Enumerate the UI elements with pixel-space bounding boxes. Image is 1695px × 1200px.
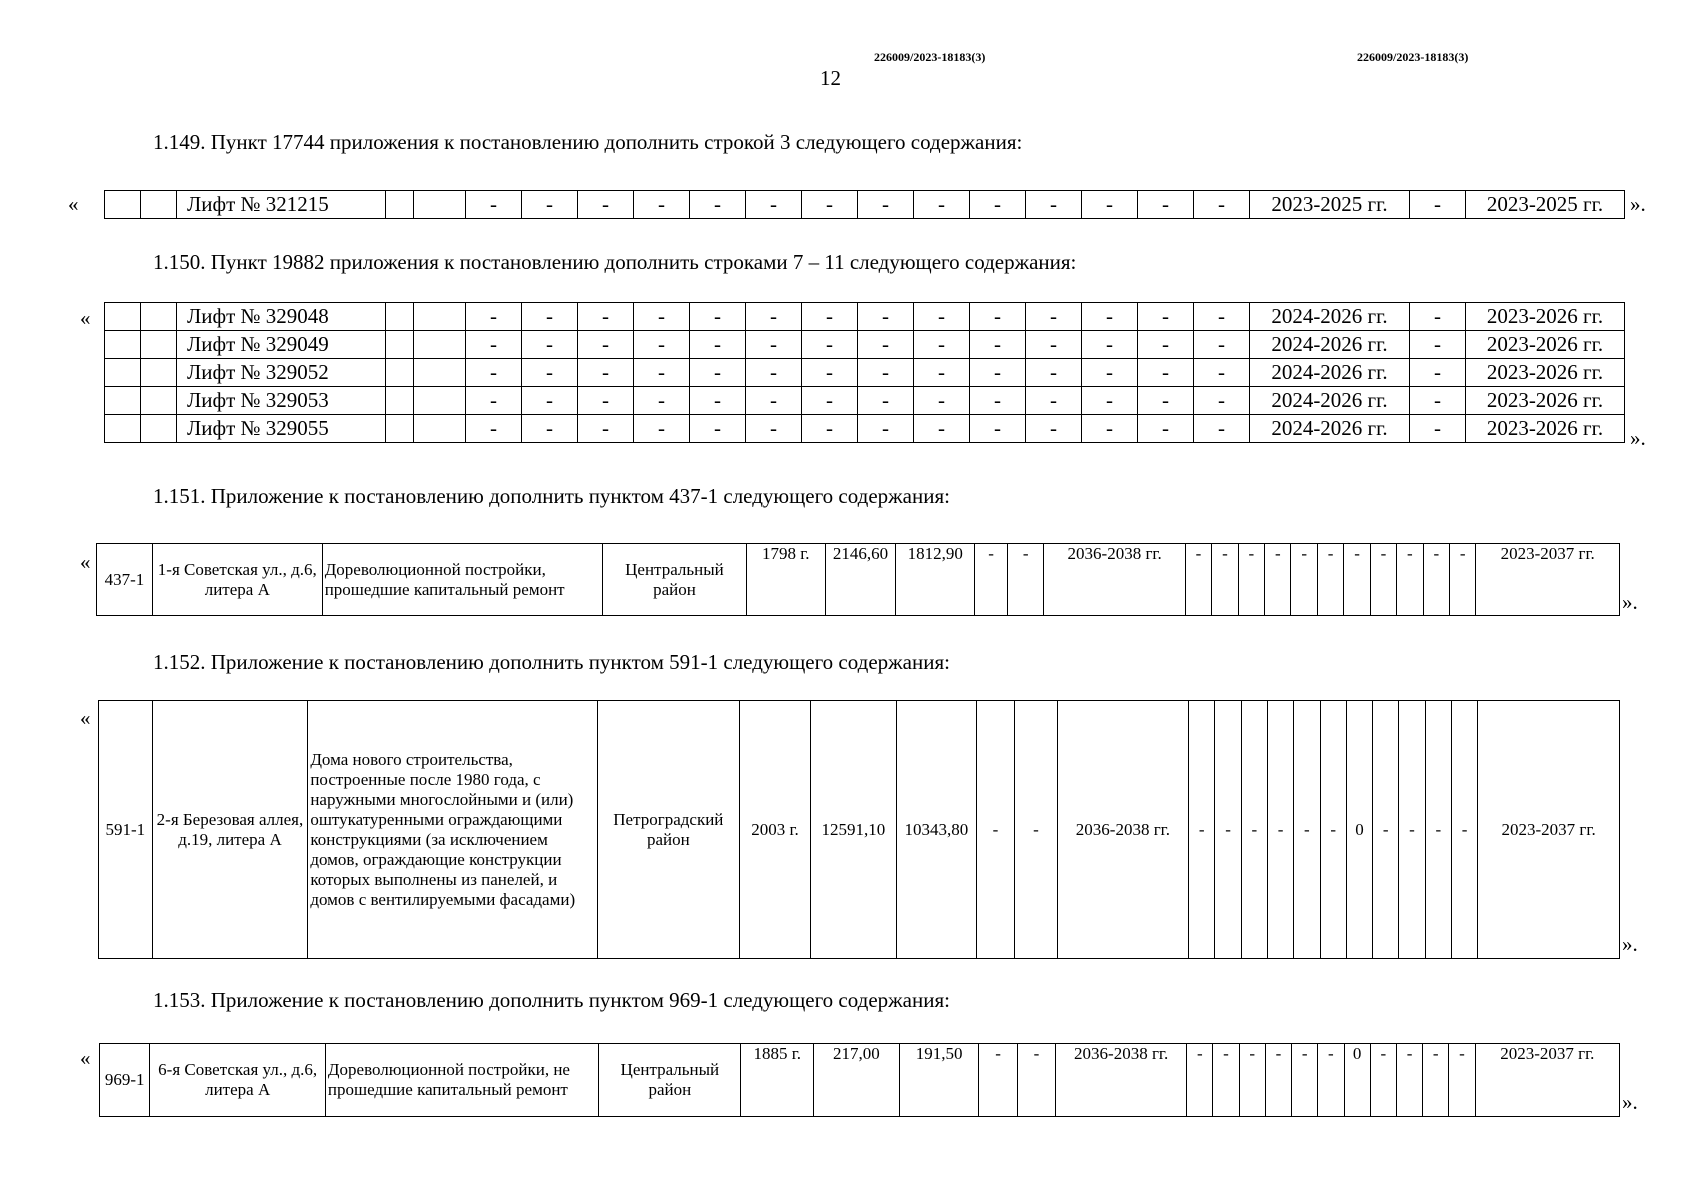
dash-cell: - bbox=[1410, 359, 1466, 387]
dash-cell: - bbox=[1410, 303, 1466, 331]
open-quote: « bbox=[80, 550, 91, 574]
dash-cell: - bbox=[979, 1044, 1017, 1117]
empty-cell bbox=[386, 331, 414, 359]
work-cell: - bbox=[1451, 701, 1477, 959]
work-cell: - bbox=[1423, 1044, 1449, 1117]
dash-cell: - bbox=[914, 387, 970, 415]
work-cell: - bbox=[1185, 544, 1211, 616]
dash-cell: - bbox=[746, 387, 802, 415]
close-quote: ». bbox=[1630, 426, 1646, 450]
dash-cell: - bbox=[522, 359, 578, 387]
close-quote: ». bbox=[1622, 1090, 1638, 1114]
work-cell: - bbox=[1370, 1044, 1396, 1117]
dash-cell: - bbox=[746, 331, 802, 359]
dash-cell: - bbox=[970, 387, 1026, 415]
dash-cell: - bbox=[578, 331, 634, 359]
work-cell: - bbox=[1449, 1044, 1475, 1117]
work-cell: - bbox=[1267, 701, 1293, 959]
dash-cell: - bbox=[1026, 387, 1082, 415]
paragraph-1-149: 1.149. Пункт 17744 приложения к постановлению дополнить строкой 3 следующего содержания: bbox=[153, 130, 1023, 154]
page-number: 12 bbox=[820, 66, 841, 90]
dash-cell: - bbox=[1082, 331, 1138, 359]
dash-cell: - bbox=[578, 415, 634, 443]
empty-cell bbox=[141, 387, 177, 415]
work-cell: - bbox=[1399, 701, 1425, 959]
empty-cell bbox=[105, 303, 141, 331]
dash-cell: - bbox=[746, 415, 802, 443]
work-cell: - bbox=[1294, 701, 1320, 959]
lift-row bbox=[105, 415, 1625, 443]
dash-cell: - bbox=[1138, 387, 1194, 415]
dash-cell: - bbox=[634, 359, 690, 387]
work-cell: - bbox=[1397, 544, 1423, 616]
period-cell: 2023-2026 гг. bbox=[1466, 387, 1625, 415]
dash-cell: - bbox=[746, 191, 802, 219]
object-row bbox=[100, 1044, 1620, 1117]
work-cell: 0 bbox=[1346, 701, 1372, 959]
dash-cell: - bbox=[914, 359, 970, 387]
dash-cell: - bbox=[1410, 331, 1466, 359]
dash-cell: - bbox=[522, 303, 578, 331]
dash-cell: - bbox=[1194, 415, 1250, 443]
dash-cell: - bbox=[1026, 331, 1082, 359]
dash-cell: - bbox=[1082, 303, 1138, 331]
empty-cell bbox=[141, 331, 177, 359]
empty-cell bbox=[414, 415, 466, 443]
lift-row bbox=[105, 331, 1625, 359]
dash-cell: - bbox=[858, 331, 914, 359]
empty-cell bbox=[386, 359, 414, 387]
period-cell: 2036-2038 гг. bbox=[1056, 1044, 1187, 1117]
dash-cell: - bbox=[522, 387, 578, 415]
work-cell: - bbox=[1320, 701, 1346, 959]
district-cell: Центральный район bbox=[599, 1044, 741, 1117]
work-cell: - bbox=[1450, 544, 1476, 616]
empty-cell bbox=[105, 415, 141, 443]
dash-cell: - bbox=[466, 303, 522, 331]
dash-cell: - bbox=[1194, 303, 1250, 331]
dash-cell: - bbox=[858, 191, 914, 219]
empty-cell bbox=[105, 387, 141, 415]
dash-cell: - bbox=[970, 359, 1026, 387]
work-cell: - bbox=[1373, 701, 1399, 959]
dash-cell: - bbox=[975, 544, 1008, 616]
dash-cell: - bbox=[1194, 191, 1250, 219]
dash-cell: - bbox=[802, 303, 858, 331]
dash-cell: - bbox=[1194, 359, 1250, 387]
period-cell: 2024-2026 гг. bbox=[1250, 387, 1410, 415]
district-cell: Петроградский район bbox=[597, 701, 740, 959]
dash-cell: - bbox=[1138, 415, 1194, 443]
dash-cell: - bbox=[578, 359, 634, 387]
empty-cell bbox=[414, 191, 466, 219]
dash-cell: - bbox=[1017, 1044, 1055, 1117]
lift-name: Лифт № 329052 bbox=[177, 359, 386, 387]
dash-cell: - bbox=[1410, 191, 1466, 219]
address-cell: 1-я Советская ул., д.6, литера А bbox=[152, 544, 322, 616]
empty-cell bbox=[105, 191, 141, 219]
dash-cell: - bbox=[914, 191, 970, 219]
dash-cell: - bbox=[578, 387, 634, 415]
dash-cell: - bbox=[1194, 387, 1250, 415]
period-cell: 2024-2026 гг. bbox=[1250, 331, 1410, 359]
dash-cell: - bbox=[690, 303, 746, 331]
work-cell: - bbox=[1215, 701, 1241, 959]
object-row bbox=[99, 701, 1620, 959]
work-cell: - bbox=[1189, 701, 1215, 959]
work-cell: - bbox=[1239, 1044, 1265, 1117]
empty-cell bbox=[386, 387, 414, 415]
dash-cell: - bbox=[1026, 359, 1082, 387]
work-cell: - bbox=[1265, 1044, 1291, 1117]
work-cell: - bbox=[1423, 544, 1449, 616]
work-cell: - bbox=[1212, 544, 1238, 616]
total-area-cell: 217,00 bbox=[814, 1044, 900, 1117]
dash-cell: - bbox=[858, 303, 914, 331]
document-code-left: 226009/2023-18183(3) bbox=[874, 50, 986, 64]
dash-cell: - bbox=[1410, 387, 1466, 415]
dash-cell: - bbox=[690, 331, 746, 359]
period-cell: 2024-2026 гг. bbox=[1250, 359, 1410, 387]
open-quote: « bbox=[80, 306, 91, 330]
dash-cell: - bbox=[1138, 191, 1194, 219]
work-cell: - bbox=[1317, 544, 1343, 616]
dash-cell: - bbox=[1138, 303, 1194, 331]
dash-cell: - bbox=[802, 359, 858, 387]
dash-cell: - bbox=[634, 387, 690, 415]
dash-cell: - bbox=[858, 415, 914, 443]
dash-cell: - bbox=[466, 331, 522, 359]
lift-table-19882 bbox=[104, 302, 1625, 443]
dash-cell: - bbox=[1015, 701, 1057, 959]
empty-cell bbox=[414, 359, 466, 387]
work-cell: - bbox=[1318, 1044, 1344, 1117]
object-row bbox=[97, 544, 1620, 616]
period-cell: 2024-2026 гг. bbox=[1250, 415, 1410, 443]
lift-row bbox=[105, 387, 1625, 415]
address-cell: 2-я Березовая аллея, д.19, литера А bbox=[152, 701, 308, 959]
lift-row bbox=[105, 191, 1625, 219]
dash-cell: - bbox=[746, 303, 802, 331]
dash-cell: - bbox=[802, 331, 858, 359]
dash-cell: - bbox=[914, 415, 970, 443]
dash-cell: - bbox=[1194, 331, 1250, 359]
work-cell: - bbox=[1396, 1044, 1422, 1117]
dash-cell: - bbox=[1082, 359, 1138, 387]
building-type-cell: Дома нового строительства, построенные после 1980 года, с наружными многослойными и (или) оштукатуренными ограждающими конструкциями (за исключением домов, ограждающие конструкции которых выполнены из панелей, и домов с вентилируемыми фасадами) bbox=[308, 701, 597, 959]
lift-row bbox=[105, 303, 1625, 331]
dash-cell: - bbox=[746, 359, 802, 387]
empty-cell bbox=[386, 415, 414, 443]
dash-cell: - bbox=[578, 303, 634, 331]
dash-cell: - bbox=[1138, 331, 1194, 359]
living-area-cell: 10343,80 bbox=[896, 701, 976, 959]
dash-cell: - bbox=[976, 701, 1014, 959]
period-cell: 2036-2038 гг. bbox=[1044, 544, 1185, 616]
living-area-cell: 191,50 bbox=[899, 1044, 979, 1117]
dash-cell: - bbox=[970, 415, 1026, 443]
year-cell: 1885 г. bbox=[741, 1044, 814, 1117]
dash-cell: - bbox=[1082, 387, 1138, 415]
dash-cell: - bbox=[634, 331, 690, 359]
empty-cell bbox=[414, 387, 466, 415]
object-table-437-1 bbox=[96, 543, 1620, 616]
year-cell: 1798 г. bbox=[746, 544, 825, 616]
dash-cell: - bbox=[970, 303, 1026, 331]
final-period-cell: 2023-2037 гг. bbox=[1475, 1044, 1619, 1117]
dash-cell: - bbox=[970, 331, 1026, 359]
empty-cell bbox=[386, 191, 414, 219]
dash-cell: - bbox=[522, 191, 578, 219]
work-cell: - bbox=[1370, 544, 1396, 616]
dash-cell: - bbox=[1007, 544, 1044, 616]
dash-cell: - bbox=[690, 415, 746, 443]
dash-cell: - bbox=[970, 191, 1026, 219]
empty-cell bbox=[141, 359, 177, 387]
dash-cell: - bbox=[802, 415, 858, 443]
work-cell: - bbox=[1238, 544, 1264, 616]
final-period-cell: 2023-2037 гг. bbox=[1476, 544, 1620, 616]
dash-cell: - bbox=[522, 415, 578, 443]
work-cell: - bbox=[1187, 1044, 1213, 1117]
lift-name: Лифт № 329049 bbox=[177, 331, 386, 359]
paragraph-1-152: 1.152. Приложение к постановлению дополнить пунктом 591-1 следующего содержания: bbox=[153, 650, 950, 674]
dash-cell: - bbox=[914, 331, 970, 359]
dash-cell: - bbox=[1138, 359, 1194, 387]
lift-row bbox=[105, 359, 1625, 387]
empty-cell bbox=[414, 303, 466, 331]
close-quote: ». bbox=[1622, 932, 1638, 956]
dash-cell: - bbox=[690, 191, 746, 219]
work-cell: 0 bbox=[1344, 1044, 1370, 1117]
dash-cell: - bbox=[1082, 191, 1138, 219]
dash-cell: - bbox=[1026, 191, 1082, 219]
open-quote: « bbox=[80, 706, 91, 730]
dash-cell: - bbox=[522, 331, 578, 359]
work-cell: - bbox=[1344, 544, 1370, 616]
period-cell: 2023-2025 гг. bbox=[1250, 191, 1410, 219]
period-cell: 2023-2026 гг. bbox=[1466, 359, 1625, 387]
dash-cell: - bbox=[466, 191, 522, 219]
address-cell: 6-я Советская ул., д.6, литера А bbox=[150, 1044, 326, 1117]
dash-cell: - bbox=[1410, 415, 1466, 443]
empty-cell bbox=[141, 191, 177, 219]
object-table-591-1 bbox=[98, 700, 1620, 959]
dash-cell: - bbox=[690, 359, 746, 387]
dash-cell: - bbox=[914, 303, 970, 331]
period-cell: 2023-2026 гг. bbox=[1466, 303, 1625, 331]
final-period-cell: 2023-2037 гг. bbox=[1478, 701, 1620, 959]
work-cell: - bbox=[1213, 1044, 1239, 1117]
period-cell: 2036-2038 гг. bbox=[1057, 701, 1188, 959]
dash-cell: - bbox=[1082, 415, 1138, 443]
period-cell: 2023-2026 гг. bbox=[1466, 331, 1625, 359]
dash-cell: - bbox=[802, 387, 858, 415]
open-quote: « bbox=[68, 192, 79, 216]
building-type-cell: Дореволюционной постройки, не прошедшие капитальный ремонт bbox=[325, 1044, 598, 1117]
dash-cell: - bbox=[634, 415, 690, 443]
living-area-cell: 1812,90 bbox=[896, 544, 975, 616]
period-cell: 2023-2026 гг. bbox=[1466, 415, 1625, 443]
document-code-right: 226009/2023-18183(3) bbox=[1357, 50, 1469, 64]
work-cell: - bbox=[1265, 544, 1291, 616]
paragraph-1-151: 1.151. Приложение к постановлению дополнить пунктом 437-1 следующего содержания: bbox=[153, 484, 950, 508]
dash-cell: - bbox=[858, 387, 914, 415]
work-cell: - bbox=[1292, 1044, 1318, 1117]
work-cell: - bbox=[1291, 544, 1317, 616]
empty-cell bbox=[105, 331, 141, 359]
dash-cell: - bbox=[634, 191, 690, 219]
item-number: 969-1 bbox=[100, 1044, 150, 1117]
dash-cell: - bbox=[578, 191, 634, 219]
dash-cell: - bbox=[690, 387, 746, 415]
close-quote: ». bbox=[1630, 192, 1646, 216]
item-number: 437-1 bbox=[97, 544, 153, 616]
period-cell: 2023-2025 гг. bbox=[1466, 191, 1625, 219]
dash-cell: - bbox=[1026, 303, 1082, 331]
year-cell: 2003 г. bbox=[740, 701, 811, 959]
district-cell: Центральный район bbox=[603, 544, 746, 616]
period-cell: 2024-2026 гг. bbox=[1250, 303, 1410, 331]
object-table-969-1 bbox=[99, 1043, 1620, 1117]
dash-cell: - bbox=[466, 415, 522, 443]
lift-name: Лифт № 321215 bbox=[177, 191, 386, 219]
dash-cell: - bbox=[802, 191, 858, 219]
dash-cell: - bbox=[466, 387, 522, 415]
close-quote: ». bbox=[1622, 590, 1638, 614]
dash-cell: - bbox=[1026, 415, 1082, 443]
empty-cell bbox=[141, 415, 177, 443]
building-type-cell: Дореволюционной постройки, прошедшие капитальный ремонт bbox=[322, 544, 603, 616]
dash-cell: - bbox=[466, 359, 522, 387]
empty-cell bbox=[414, 331, 466, 359]
work-cell: - bbox=[1425, 701, 1451, 959]
item-number: 591-1 bbox=[99, 701, 153, 959]
lift-name: Лифт № 329048 bbox=[177, 303, 386, 331]
lift-name: Лифт № 329053 bbox=[177, 387, 386, 415]
dash-cell: - bbox=[634, 303, 690, 331]
empty-cell bbox=[105, 359, 141, 387]
lift-table-17744 bbox=[104, 190, 1625, 219]
total-area-cell: 12591,10 bbox=[810, 701, 896, 959]
total-area-cell: 2146,60 bbox=[825, 544, 895, 616]
empty-cell bbox=[141, 303, 177, 331]
paragraph-1-153: 1.153. Приложение к постановлению дополнить пунктом 969-1 следующего содержания: bbox=[153, 988, 950, 1012]
lift-name: Лифт № 329055 bbox=[177, 415, 386, 443]
work-cell: - bbox=[1241, 701, 1267, 959]
open-quote: « bbox=[80, 1046, 91, 1070]
dash-cell: - bbox=[858, 359, 914, 387]
paragraph-1-150: 1.150. Пункт 19882 приложения к постановлению дополнить строками 7 – 11 следующего содержания: bbox=[153, 250, 1077, 274]
empty-cell bbox=[386, 303, 414, 331]
